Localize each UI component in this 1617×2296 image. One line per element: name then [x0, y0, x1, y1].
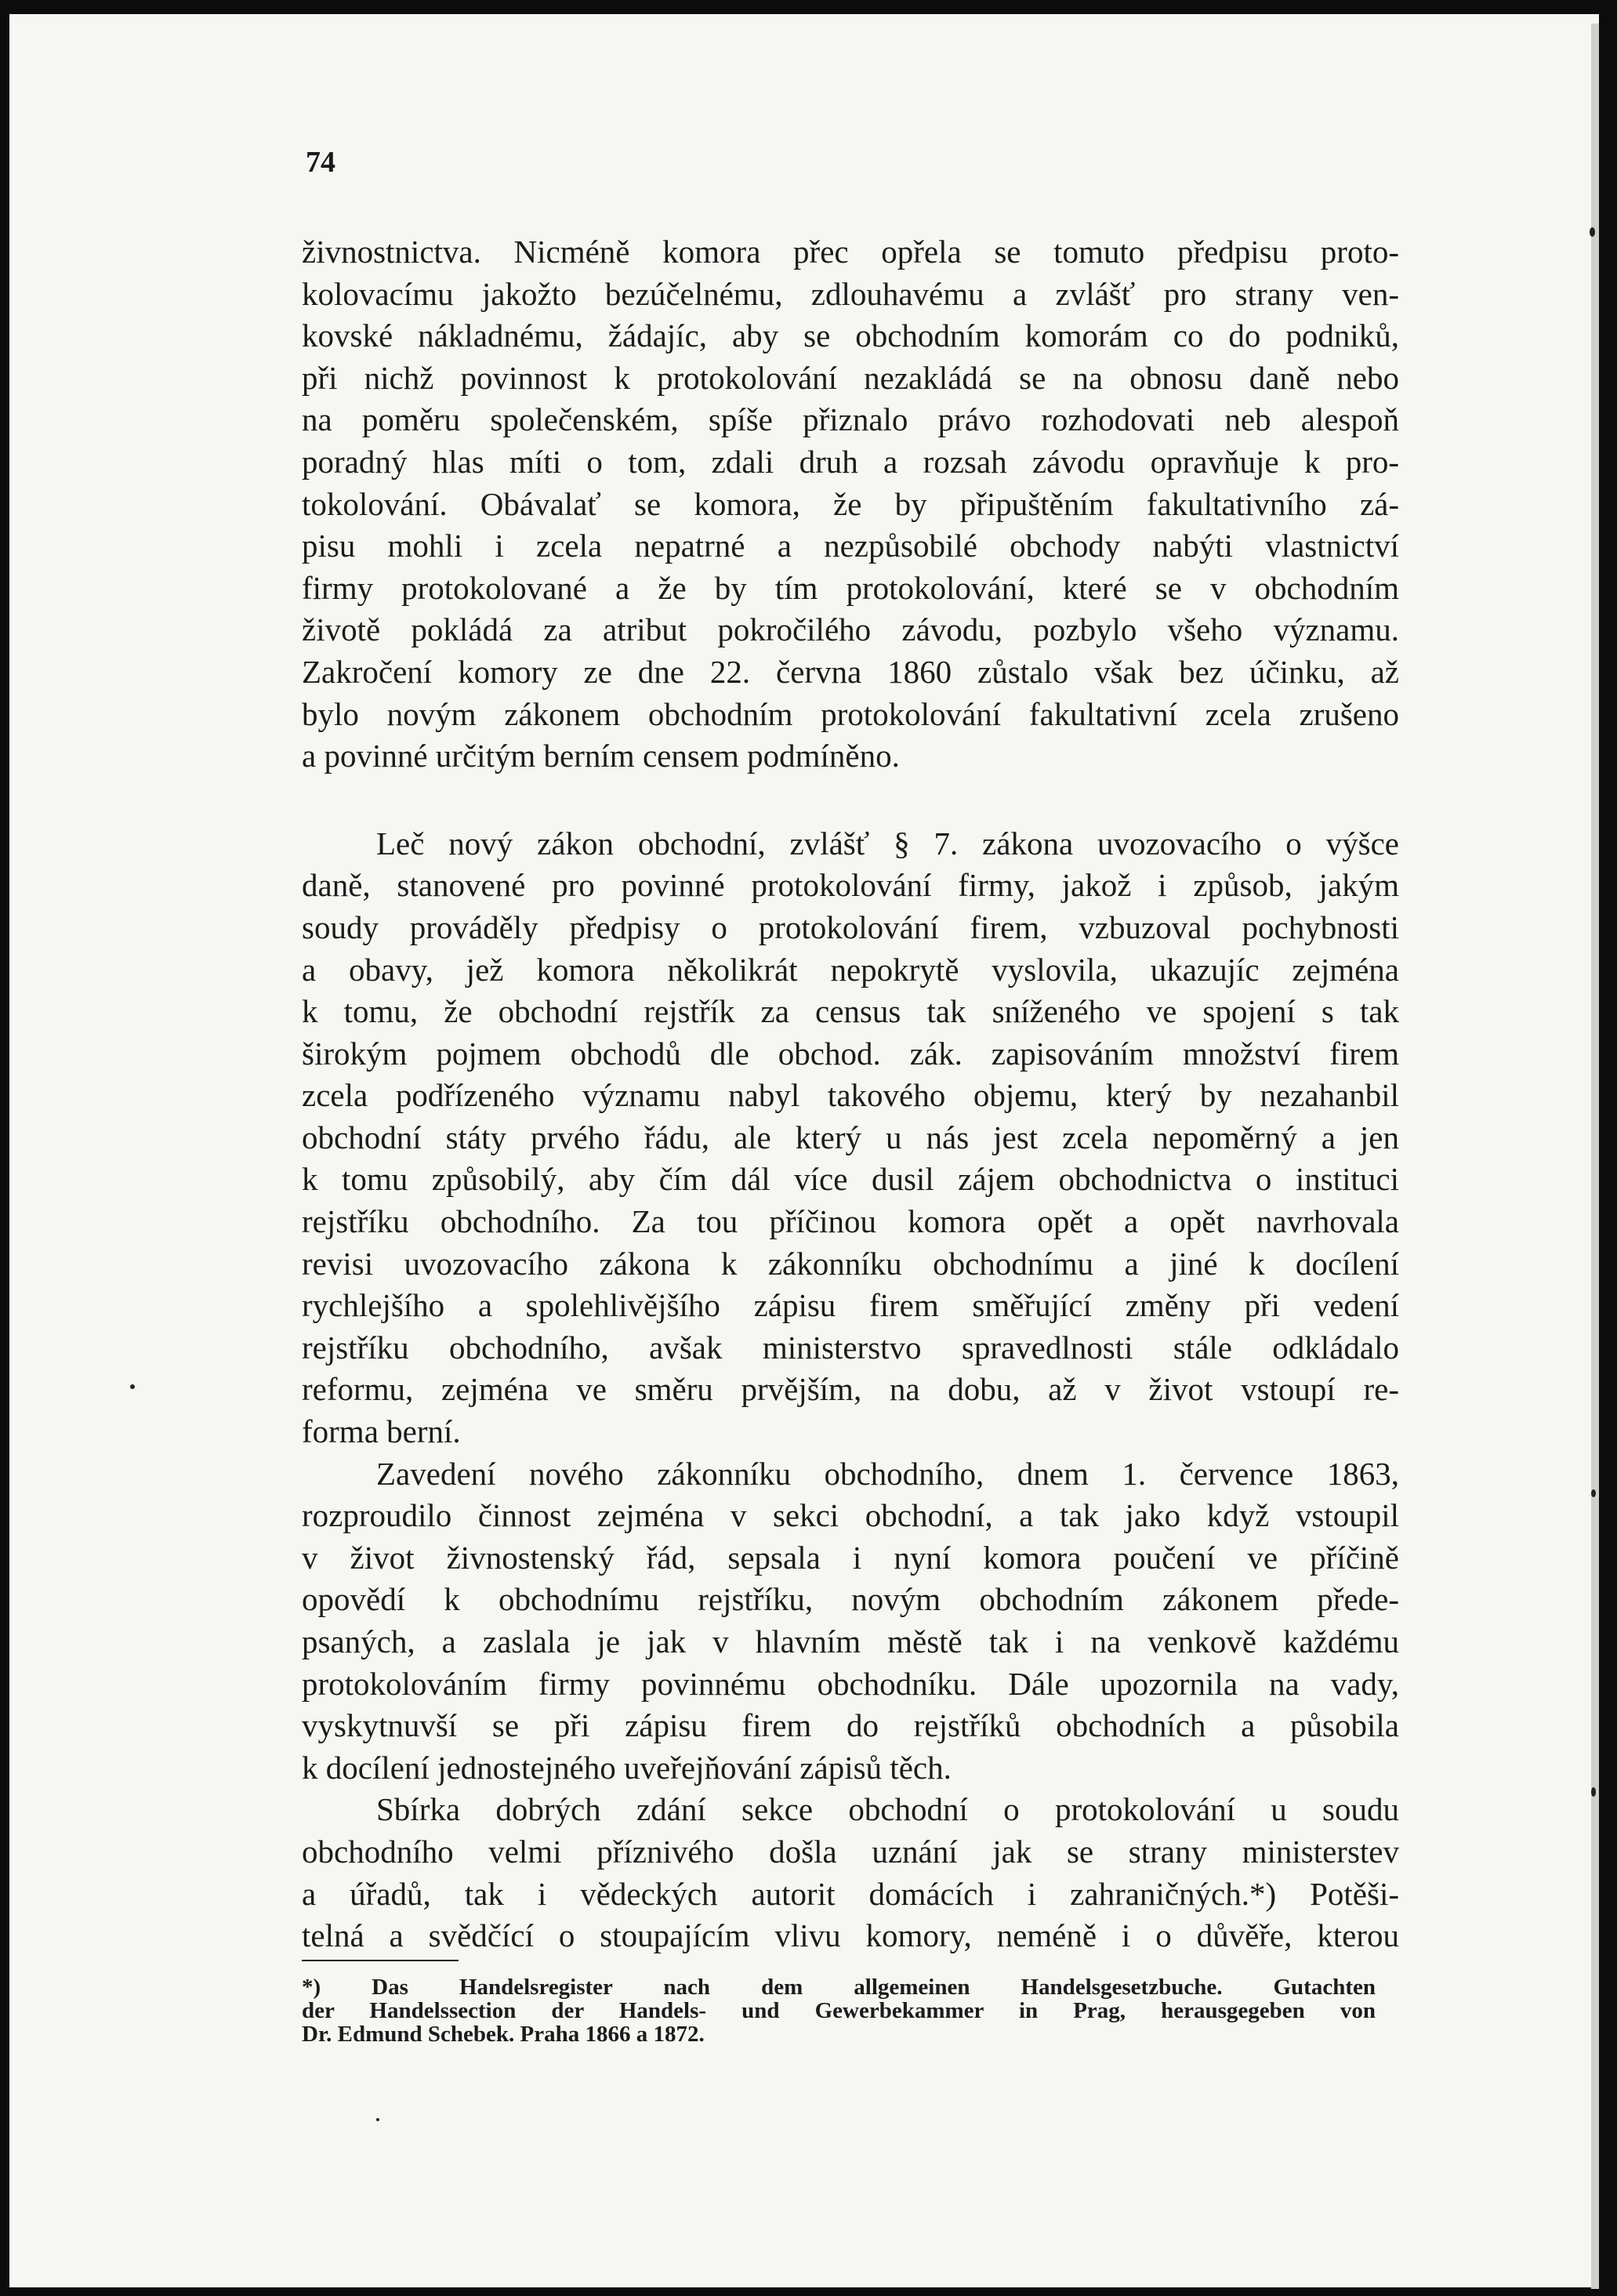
- text-line: a úřadů, tak i vědeckých autorit domácích i zahraničných.*) Potěši-: [302, 1875, 1399, 1912]
- paragraph-3: [302, 1453, 1399, 1790]
- text-line: a povinné určitým berním censem podmíněno.: [302, 738, 900, 774]
- text-line: rejstříku obchodního. Za tou příčinou komora opět a opět navrhovala: [302, 1203, 1399, 1240]
- text-line: Sbírka dobrých zdání sekce obchodní o protokolování u soudu: [376, 1791, 1399, 1828]
- text-line: k tomu, že obchodní rejstřík za census tak sníženého ve spojení s tak: [302, 993, 1399, 1030]
- text-line: soudy prováděly předpisy o protokolování firem, vzbuzoval pochybnosti: [302, 909, 1399, 945]
- text-line: rejstříku obchodního, avšak ministerstvo spravedlnosti stále odkládalo: [302, 1329, 1399, 1366]
- text-line: tokolování. Obávalať se komora, že by připuštěním fakultativního zá-: [302, 485, 1399, 522]
- text-line: rychlejšího a spolehlivějšího zápisu firem směřující změny při vedení: [302, 1287, 1399, 1324]
- text-line: poradný hlas míti o tom, zdali druh a rozsah závodu opravňuje k pro-: [302, 443, 1399, 480]
- text-line: forma berní.: [302, 1413, 461, 1450]
- text-line: telná a svědčící o stoupajícím vlivu komory, neméně i o důvěře, kterou: [302, 1917, 1399, 1954]
- scan-speck: [376, 2118, 379, 2121]
- text-line: obchodního velmi příznivého došla uznání jak se strany ministerstev: [302, 1833, 1399, 1870]
- text-line: psaných, a zaslala je jak v hlavním městě tak i na venkově každému: [302, 1623, 1399, 1659]
- footnote: [302, 1975, 1376, 2046]
- text-line: k tomu způsobilý, aby čím dál více dusil zájem obchodnictva o instituci: [302, 1161, 1399, 1198]
- paragraph-4: [302, 1789, 1399, 1957]
- paragraph-gap: [302, 778, 1399, 823]
- text-line: revisi uvozovacího zákona k zákonníku obchodnímu a jiné k docílení: [302, 1245, 1399, 1282]
- text-line: při nichž povinnost k protokolování nezakládá se na obnosu daně nebo: [302, 359, 1399, 396]
- scan-speck: [1591, 1489, 1596, 1497]
- text-line: Zavedení nového zákonníku obchodního, dnem 1. července 1863,: [376, 1455, 1399, 1492]
- footnote-line: der Handelssection der Handels- und Gewerbekammer in Prag, herausgegeben von: [302, 1998, 1376, 2023]
- text-line: firmy protokolované a že by tím protokolování, které se v obchodním: [302, 569, 1399, 606]
- text-line: živnostnictva. Nicméně komora přec opřela se tomuto předpisu proto-: [302, 234, 1399, 270]
- footnote-line: *) Das Handelsregister nach dem allgemeinen Handelsgesetzbuche. Gutachten: [302, 1975, 1376, 2000]
- text-line: širokým pojmem obchodů dle obchod. zák. zapisováním množství firem: [302, 1035, 1399, 1072]
- paragraph-1: [302, 231, 1399, 778]
- footnote-line: Dr. Edmund Schebek. Praha 1866 a 1872.: [302, 2022, 705, 2047]
- text-line: životě pokládá za atribut pokročilého závodu, pozbylo všeho významu.: [302, 611, 1399, 648]
- text-line: rozproudilo činnost zejména v sekci obchodní, a tak jako když vstoupil: [302, 1497, 1399, 1534]
- text-line: Zakročení komory ze dne 22. června 1860 zůstalo však bez účinku, až: [302, 653, 1399, 690]
- body-text: [302, 231, 1399, 1957]
- text-line: protokolováním firmy povinnému obchodníku. Dále upozornila na vady,: [302, 1665, 1399, 1702]
- text-line: na poměru společenském, spíše přiznalo právo rozhodovati neb alespoň: [302, 401, 1399, 438]
- page-number: 74: [306, 146, 335, 179]
- text-line: v život živnostenský řád, sepsala i nyní komora poučení ve příčině: [302, 1539, 1399, 1576]
- text-line: obchodní státy prvého řádu, ale který u nás jest zcela nepoměrný a jen: [302, 1119, 1399, 1155]
- text-line: zcela podřízeného významu nabyl takového objemu, který by nezahanbil: [302, 1077, 1399, 1114]
- text-line: bylo novým zákonem obchodním protokolování fakultativní zcela zrušeno: [302, 695, 1399, 732]
- text-line: Leč nový zákon obchodní, zvlášť § 7. zákona uvozovacího o výšce: [376, 825, 1399, 861]
- text-line: vyskytnuvší se při zápisu firem do rejstříků obchodních a působila: [302, 1707, 1399, 1744]
- text-line: a obavy, jež komora několikrát nepokrytě vyslovila, ukazujíc zejména: [302, 951, 1399, 988]
- scan-speck: [1591, 1787, 1596, 1797]
- text-line: reformu, zejména ve směru prvějším, na dobu, až v život vstoupí re-: [302, 1371, 1399, 1408]
- scan-speck: [130, 1384, 135, 1389]
- page-edge: [1591, 24, 1599, 2289]
- scan-speck: [1590, 227, 1595, 237]
- text-line: k docílení jednostejného uveřejňování zápisů těch.: [302, 1749, 952, 1786]
- text-line: daně, stanovené pro povinné protokolování firmy, jakož i způsob, jakým: [302, 867, 1399, 904]
- text-line: kovské nákladnému, žádajíc, aby se obchodním komorám co do podniků,: [302, 317, 1399, 354]
- footnote-rule: [302, 1960, 459, 1961]
- text-line: kolovacímu jakožto bezúčelnému, zdlouhavému a zvlášť pro strany ven-: [302, 275, 1399, 312]
- paragraph-2: [302, 823, 1399, 1453]
- text-line: pisu mohli i zcela nepatrné a nezpůsobilé obchody nabýti vlastnictví: [302, 528, 1399, 564]
- text-line: opovědí k obchodnímu rejstříku, novým obchodním zákonem přede-: [302, 1581, 1399, 1618]
